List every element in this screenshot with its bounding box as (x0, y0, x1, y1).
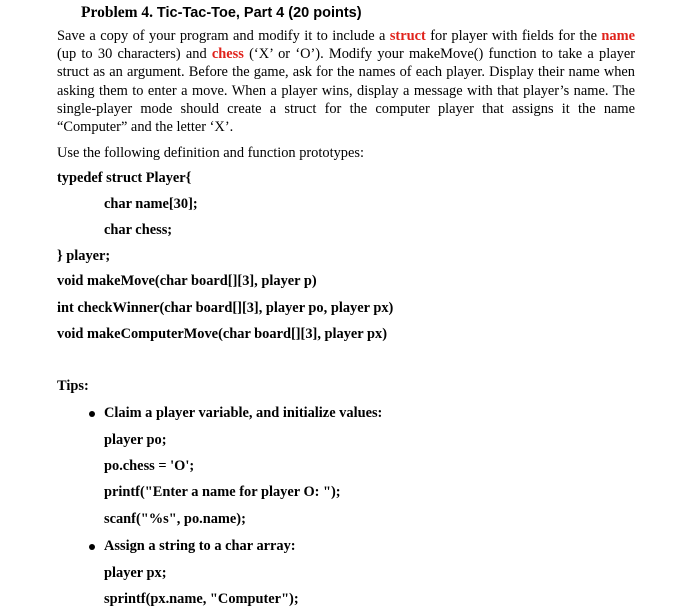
tip1-line: scanf("%s", po.name); (104, 511, 246, 527)
problem-title (81, 4, 362, 22)
tip1-title: Claim a player variable, and initialize values: (104, 405, 383, 421)
problem-label: Problem 4. (81, 4, 154, 21)
tip2-title: Assign a string to a char array: (104, 538, 296, 554)
highlight-struct: struct (389, 28, 426, 44)
tip2-line: sprintf(px.name, "Computer"); (104, 591, 299, 607)
tips-heading: Tips: (57, 378, 89, 394)
intro-text-2: for player with fields for the (425, 28, 602, 44)
intro-text-4: (‘X’ or ‘O’). Modify your makeMove() function to take a player struct as an argument. Before the game, ask for the names of each player. Display their name when asking them to enter a move. When a player wins, display a message with that player’s name. The single-player mode should create a struct for the computer player that assigns it the name “Computer” and the letter ‘X’. (57, 46, 636, 136)
problem-description (57, 27, 635, 136)
code-proto-makemove: void makeMove(char board[][3], player p) (57, 273, 317, 289)
problem-subtitle: Tic-Tac-Toe, Part 4 (20 points) (156, 5, 362, 21)
intro-text-3: (up to 30 characters) and (57, 46, 212, 63)
tip2-line: player px; (104, 565, 167, 581)
tip1-line: po.chess = 'O'; (104, 458, 195, 474)
code-field-name: char name[30]; (104, 196, 198, 212)
code-proto-checkwinner: int checkWinner(char board[][3], player po, player px) (57, 300, 394, 316)
code-proto-computermove: void makeComputerMove(char board[][3], player px) (57, 326, 388, 342)
intro-text-1: Save a copy of your program and modify it to include a (57, 28, 390, 44)
code-field-chess: char chess; (104, 222, 173, 238)
tip1-line: player po; (104, 432, 167, 448)
code-struct-close: } player; (57, 248, 111, 264)
tip1-line: printf("Enter a name for player O: "); (104, 484, 341, 500)
definition-intro: Use the following definition and function prototypes: (57, 145, 364, 161)
bullet-icon (89, 544, 95, 550)
bullet-icon (89, 411, 95, 417)
highlight-name: name (601, 28, 635, 44)
highlight-chess: chess (211, 46, 244, 63)
code-typedef-line: typedef struct Player{ (57, 170, 192, 186)
